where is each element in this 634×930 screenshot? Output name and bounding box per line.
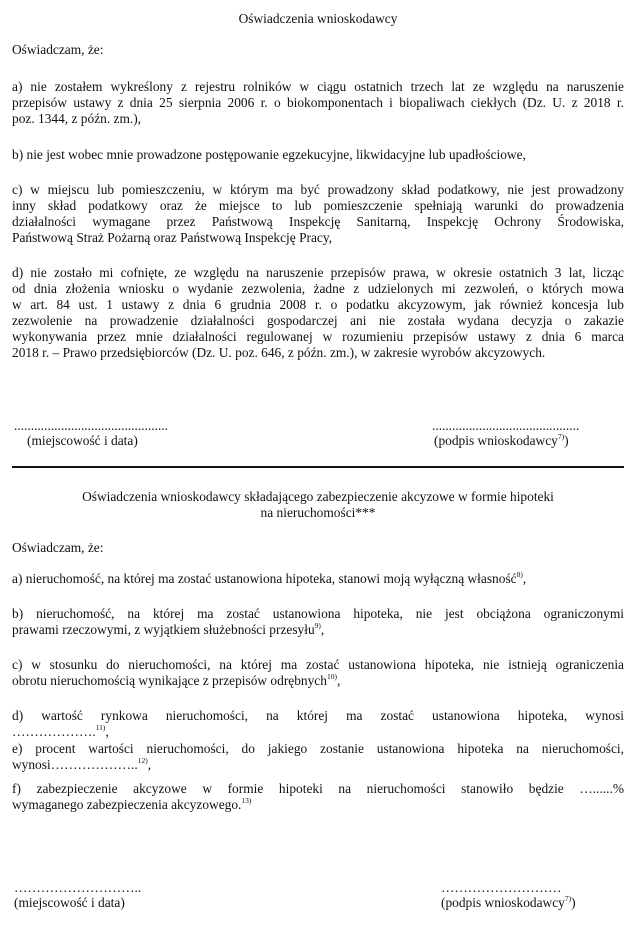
section2-intro: Oświadczam, że: [12,540,104,555]
item-c-line-2: inny skład podatkowy oraz że miejsce to lub pomieszczenie spełniają warunki do prowadzenia [12,198,624,213]
place-date-label: (miejscowość i data) [14,895,125,910]
signature-label [441,895,576,911]
item-a-line-3: poz. 1344, z późn. zm.), [12,111,142,126]
item-e-line-2 [12,757,624,773]
item-f-text: wymaganego zabezpieczenia akcyzowego. [12,797,242,812]
section2-title-line-1: Oświadczenia wnioskodawcy składającego zabezpieczenie akcyzowe w formie hipoteki [82,489,554,504]
section1-title: Oświadczenia wnioskodawcy [238,11,398,26]
item-f-line-1: f) zabezpieczenie akcyzowe w formie hipoteki na nieruchomości stanowiło będzie …......% [12,781,624,796]
market-value-blank: ………………. [12,724,96,739]
section2-title-line-2: na nieruchomości*** [260,505,376,520]
item-d-line-5: wykonywania przez mnie działalności regulowanej w rozumieniu przepisów ustawy z dnia 6 marca [12,329,624,344]
item-e-tail: , [147,757,152,772]
item-c-line-4: Państwową Straż Pożarną oraz Państwową Inspekcję Pracy, [12,230,333,245]
signature-label-text: (podpis wnioskodawcy [434,433,558,448]
item-c-tail: , [336,673,341,688]
item-b-line-1: b) nieruchomość, na której ma zostać ustanowiona hipoteka, nie jest obciążona ograniczonymi [12,606,624,621]
item-b-line-2 [12,622,624,638]
section1-intro: Oświadczam, że: [12,42,104,57]
signature-dots: ............................................ [432,418,580,433]
item-a-line-1: a) nie zostałem wykreślony z rejestru rolników w ciągu ostatnich trzech lat ze względu na naruszenie [12,79,624,94]
item-d-line-2 [12,724,624,740]
item-d-footnote-ref: 11) [95,723,106,732]
item-d-tail: , [105,724,109,739]
item-a-tail: , [522,571,527,586]
item-a-footnote-ref: 8) [516,570,523,579]
signature-label [434,433,569,449]
signature-label-close: ) [571,895,576,910]
item-c-text: obrotu nieruchomością wynikające z przepisów odrębnych [12,673,327,688]
item-c-line-1: c) w stosunku do nieruchomości, na której ma zostać ustanowiona hipoteka, nie istnieją ograniczenia [12,657,624,672]
item-d-line-6: 2018 r. – Prawo przedsiębiorców (Dz. U. poz. 646, z późn. zm.), w zakresie wyrobów akcyzowych. [12,345,546,360]
item-e-line-1: e) procent wartości nieruchomości, do jakiego zostanie ustanowiona hipoteka na nieruchomości, [12,741,624,756]
signature-label-text: (podpis wnioskodawcy [441,895,565,910]
item-e-footnote-ref: 12) [137,756,148,765]
item-c-line-1: c) w miejscu lub pomieszczeniu, w którym ma być prowadzony skład podatkowy, nie jest prowadzony [12,182,624,197]
signature-dots: ……………………… [441,880,562,895]
item-a-text: a) nieruchomość, na której ma zostać ustanowiona hipoteka, stanowi moją wyłączną własność [12,571,517,586]
item-b-text: prawami rzeczowymi, z wyjątkiem służebności przesyłu [12,622,315,637]
item-d-line-1: d) nie zostało mi cofnięte, ze względu na naruszenie przepisów prawa, w okresie ostatnich 3 lat, licząc [12,265,624,280]
place-date-dots: .............................................. [14,418,168,433]
section1-item-b: b) nie jest wobec mnie prowadzone postępowanie egzekucyjne, likwidacyjne lub upadłościowe, [12,147,526,162]
section-divider [12,466,624,468]
percent-value-blank: wynosi……………….. [12,757,138,772]
item-d-line-2: od dnia złożenia wniosku o wydanie zezwolenia, żadne z udzielonych mi zezwoleń, o których mowa [12,281,624,296]
item-c-line-3: działalności wymagane przez Państwową Inspekcję Sanitarną, Inspekcję Ochrony Środowiska, [12,214,624,229]
signature-footnote-ref: 7) [564,894,572,903]
item-f-footnote-ref: 13) [241,796,252,805]
place-date-label: (miejscowość i data) [27,433,138,448]
signature-label-close: ) [564,433,569,448]
section2-item-a [12,571,624,587]
item-f-line-2 [12,797,624,813]
item-c-footnote-ref: 10) [326,672,337,681]
item-d-line-3: w art. 84 ust. 1 ustawy z dnia 6 grudnia 2008 r. o podatku akcyzowym, jak również koncesja lub [12,297,624,312]
item-b-tail: , [320,622,325,637]
place-date-dots: ……………………….. [14,880,142,895]
item-a-line-2: przepisów ustawy z dnia 25 sierpnia 2006 r. o biokomponentach i biopaliwach ciekłych (Dz. U. z 2018 r. [12,95,624,110]
item-d-line-4: zezwolenie na prowadzenie działalności gospodarczej ani nie została wydana decyzja o zakazie [12,313,624,328]
item-b-footnote-ref: 9) [314,621,321,630]
item-d-line-1: d) wartość rynkowa nieruchomości, na której ma zostać ustanowiona hipoteka, wynosi [12,708,624,723]
item-c-line-2 [12,673,624,689]
signature-footnote-ref: 7) [557,432,565,441]
